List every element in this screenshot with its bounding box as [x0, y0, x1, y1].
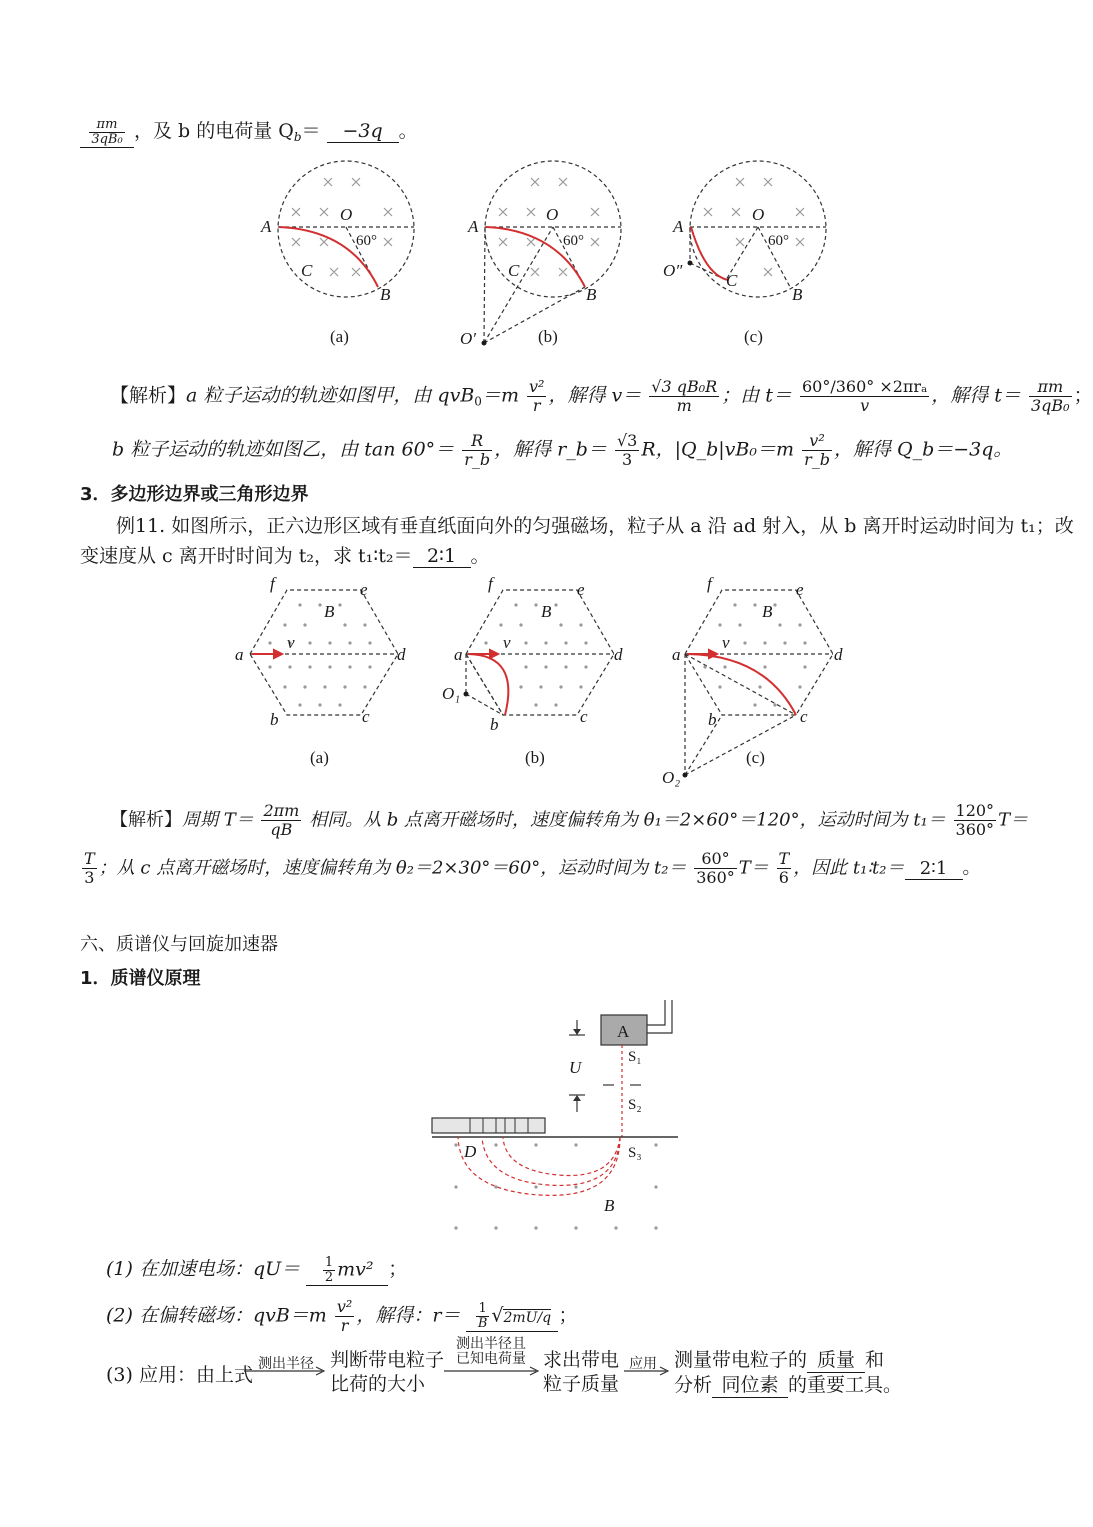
- example11-line2: 变速度从 c 离开时时间为 t₂，求 t₁∶t₂＝ 2∶1 。: [80, 545, 490, 567]
- hex-caption-a: (a): [310, 748, 329, 767]
- angle-c: 60°: [768, 233, 789, 249]
- hex-b-label-B: B: [541, 602, 552, 621]
- label-S1: S₁: [628, 1049, 642, 1065]
- solution2-answer: 2∶1: [905, 858, 963, 880]
- label-B-a: B: [380, 285, 391, 304]
- fraction-v2-r: $\frac{\text{v²}}{r}$: [529, 377, 545, 415]
- circle-c: [690, 161, 826, 297]
- label-A-c: A: [673, 217, 684, 236]
- fraction-120-360: $\frac{120^\circ}{360^\circ}$: [955, 801, 995, 839]
- box3: 测量带电粒子的 质量 和 分析 同位素 的重要工具。: [674, 1349, 903, 1396]
- label-U: U: [569, 1058, 582, 1077]
- label-C-a: C: [301, 261, 313, 280]
- hexagon-figures: [0, 575, 1080, 795]
- item2-answer: $\frac{1}{B}$ √2mU/q: [466, 1302, 558, 1332]
- box1: 判断带电粒子 比荷的大小: [330, 1349, 445, 1395]
- arrow2-label: 测出半径且 已知电荷量: [456, 1336, 526, 1367]
- arrow1-label: 测出半径: [258, 1356, 314, 1372]
- hex-a-label-e: e: [360, 580, 368, 599]
- hex-a-label-a: a: [235, 645, 244, 664]
- hex-caption-c: (c): [746, 748, 765, 767]
- hex-c-label-B: B: [762, 602, 773, 621]
- fraction-t-result: $\frac{\pi m}{\text{3qB₀}}$: [1030, 377, 1070, 415]
- fraction-v2-rb: $\frac{\text{v²}}{r\_b}$: [804, 431, 830, 469]
- label-D: D: [464, 1142, 477, 1161]
- hex-a-label-d: d: [397, 645, 406, 664]
- hex-b-label-e: e: [577, 580, 585, 599]
- label-B-b: B: [586, 285, 597, 304]
- section6-1-title: 1．质谱仪原理: [80, 968, 201, 989]
- label-O2: O″: [663, 261, 683, 280]
- fraction-period: $\frac{2\pi m}{qB}$: [263, 801, 300, 839]
- flow-arrows: [0, 1360, 1080, 1400]
- section6-title: 六、质谱仪与回旋加速器: [80, 934, 278, 955]
- angle-b: 60°: [563, 233, 584, 249]
- hex-c-label-v: v: [722, 633, 730, 652]
- blank-isotope: 同位素: [712, 1373, 788, 1398]
- hex-b-label-a: a: [454, 645, 463, 664]
- caption-c: (c): [744, 327, 763, 346]
- label-B-c: B: [792, 285, 803, 304]
- item2: (2) 在偏转磁场：qvB＝m $\frac{\text{v²}}{r}$ ，解得：r＝ $\frac{1}{B}$ √2mU/q ；: [106, 1297, 578, 1335]
- angle-a: 60°: [356, 233, 377, 249]
- label-C-b: C: [508, 261, 520, 280]
- solution1-line2: b 粒子运动的轨迹如图乙，由 tan 60°＝ $\frac{R}{r\_b}$ ，解得 r_b＝ $\frac{√3}{3}$ R，|Q_b|vB₀＝m $\frac{\text{v²}}{r\_b}$ ，解得 Q_b＝−3q。: [112, 431, 1013, 469]
- hex-b-label-b: b: [490, 715, 499, 734]
- hex-c-label-c: c: [800, 707, 808, 726]
- arrow3-label: 应用: [629, 1356, 657, 1372]
- hex-a-label-B: B: [324, 602, 335, 621]
- hex-c-label-d: d: [834, 645, 843, 664]
- hex-c-label-a: a: [672, 645, 681, 664]
- item1: (1) 在加速电场：qU＝ $\frac{1}{2}$ mv² ；: [106, 1254, 408, 1285]
- section3-title: 3．多边形边界或三角形边界: [80, 484, 309, 505]
- fraction-60-360: $\frac{60^\circ}{360^\circ}$: [696, 849, 735, 887]
- hex-a-label-f: f: [270, 574, 275, 593]
- t-answer-blank: [80, 118, 134, 148]
- label-O1: O′: [460, 329, 476, 348]
- fraction-T-3: $\frac{T}{3}$: [84, 849, 95, 887]
- hex-b-label-c: c: [580, 707, 588, 726]
- hex-b-label-d: d: [614, 645, 623, 664]
- fraction-v: $\frac{\text{√3 qB₀R}}{m}$: [651, 377, 718, 415]
- hex-trajectories: [252, 650, 796, 715]
- label-O-c: O: [752, 205, 765, 224]
- fraction-v2-r-item2: $\frac{\text{v²}}{r}$: [336, 1297, 353, 1335]
- fraction-sqrt3-3: $\frac{√3}{3}$: [616, 431, 638, 469]
- label-A: A: [617, 1022, 630, 1041]
- label-A-a: A: [261, 217, 272, 236]
- fraction-1-B: $\frac{1}{B}$: [477, 1301, 488, 1331]
- fraction-half: $\frac{1}{2}$: [324, 1254, 334, 1285]
- qb-answer-blank: −3q: [327, 120, 399, 143]
- hex-b-label-v: v: [503, 633, 511, 652]
- label-A-b: A: [468, 217, 479, 236]
- trajectories: [279, 227, 728, 287]
- label-B: B: [604, 1196, 615, 1215]
- hex-c-label-f: f: [707, 574, 712, 593]
- mass-spectrometer-figure: [0, 995, 1080, 1245]
- hex-a-label-v: v: [287, 633, 295, 652]
- hex-caption-b: (b): [525, 748, 545, 767]
- solution2-line1: 【解析】周期 T＝ $\frac{2\pi m}{qB}$ 相同。从 b 点离开磁场时，速度偏转角为 θ₁＝2×60°＝120°，运动时间为 t₁＝ $\frac{120^\circ}{360^\circ}$ T＝: [110, 801, 1029, 839]
- t-answer-fraction: $\frac{\pi m}{\text{3qB₀}}$: [91, 116, 123, 147]
- fraction-R-rb: $\frac{R}{r\_b}$: [464, 431, 491, 469]
- label-S2: S₂: [628, 1097, 642, 1113]
- label-O-b: O: [546, 205, 559, 224]
- hex-a-label-b: b: [270, 710, 279, 729]
- solution1-line1: 【解析】a 粒子运动的轨迹如图甲，由 qvB$_0$＝m $\frac{\text{v²}}{r}$ ，解得 v＝ $\frac{\text{√3 qB₀R}}{m}$ ；由 t＝ $\frac{\text{60°/360° ×2πrₐ}}{v}$ ，解得 t＝ $\frac{\pi m}{\text{3qB₀}}$ ；: [110, 377, 1093, 415]
- fraction-t: $\frac{\text{60°/360° ×2πrₐ}}{v}$: [801, 377, 928, 415]
- example11-line1: 例11. 如图所示，正六边形区域有垂直纸面向外的匀强磁场，粒子从 a 沿 ad 射入，从 b 离开时运动时间为 t₁；改: [116, 515, 1074, 537]
- item3-lead: (3) 应用：由上式: [106, 1364, 253, 1386]
- dot-field: [268, 603, 806, 706]
- label-S3: S₃: [628, 1145, 642, 1161]
- caption-b: (b): [538, 327, 558, 346]
- box2: 求出带电 粒子质量: [543, 1349, 620, 1395]
- caption-a: (a): [330, 327, 349, 346]
- blank-mass: 质量: [807, 1348, 865, 1373]
- ion-trajectories: [458, 1137, 620, 1195]
- example11-answer: 2∶1: [413, 545, 471, 568]
- fraction-T-6: $\frac{T}{6}$: [778, 849, 790, 887]
- item1-answer: $\frac{1}{2}$ mv²: [306, 1256, 388, 1286]
- label-O-a: O: [340, 205, 353, 224]
- circle-figures: [0, 150, 1080, 390]
- label-C-c: C: [726, 271, 738, 290]
- hex-c-label-O2: O₂: [662, 768, 681, 787]
- top-answer-line: $\frac{\pi m}{\text{3qB₀}}$ ，及 b 的电荷量 $Q_b= -3q$ 。: [80, 116, 418, 148]
- hex-b-label-f: f: [488, 574, 493, 593]
- hex-b-label-O1: O₁: [442, 684, 461, 703]
- hex-c-label-e: e: [796, 580, 804, 599]
- solution2-line2: $\frac{T}{3}$ ；从 c 点离开磁场时，速度偏转角为 θ₂＝2×30°＝60°，运动时间为 t₂＝ $\frac{60^\circ}{360^\circ}$ T＝ $\frac{T}{6}$ ，因此 t₁∶t₂＝ 2∶1 。: [84, 849, 981, 887]
- hex-c-label-b: b: [708, 710, 717, 729]
- hex-a-label-c: c: [362, 707, 370, 726]
